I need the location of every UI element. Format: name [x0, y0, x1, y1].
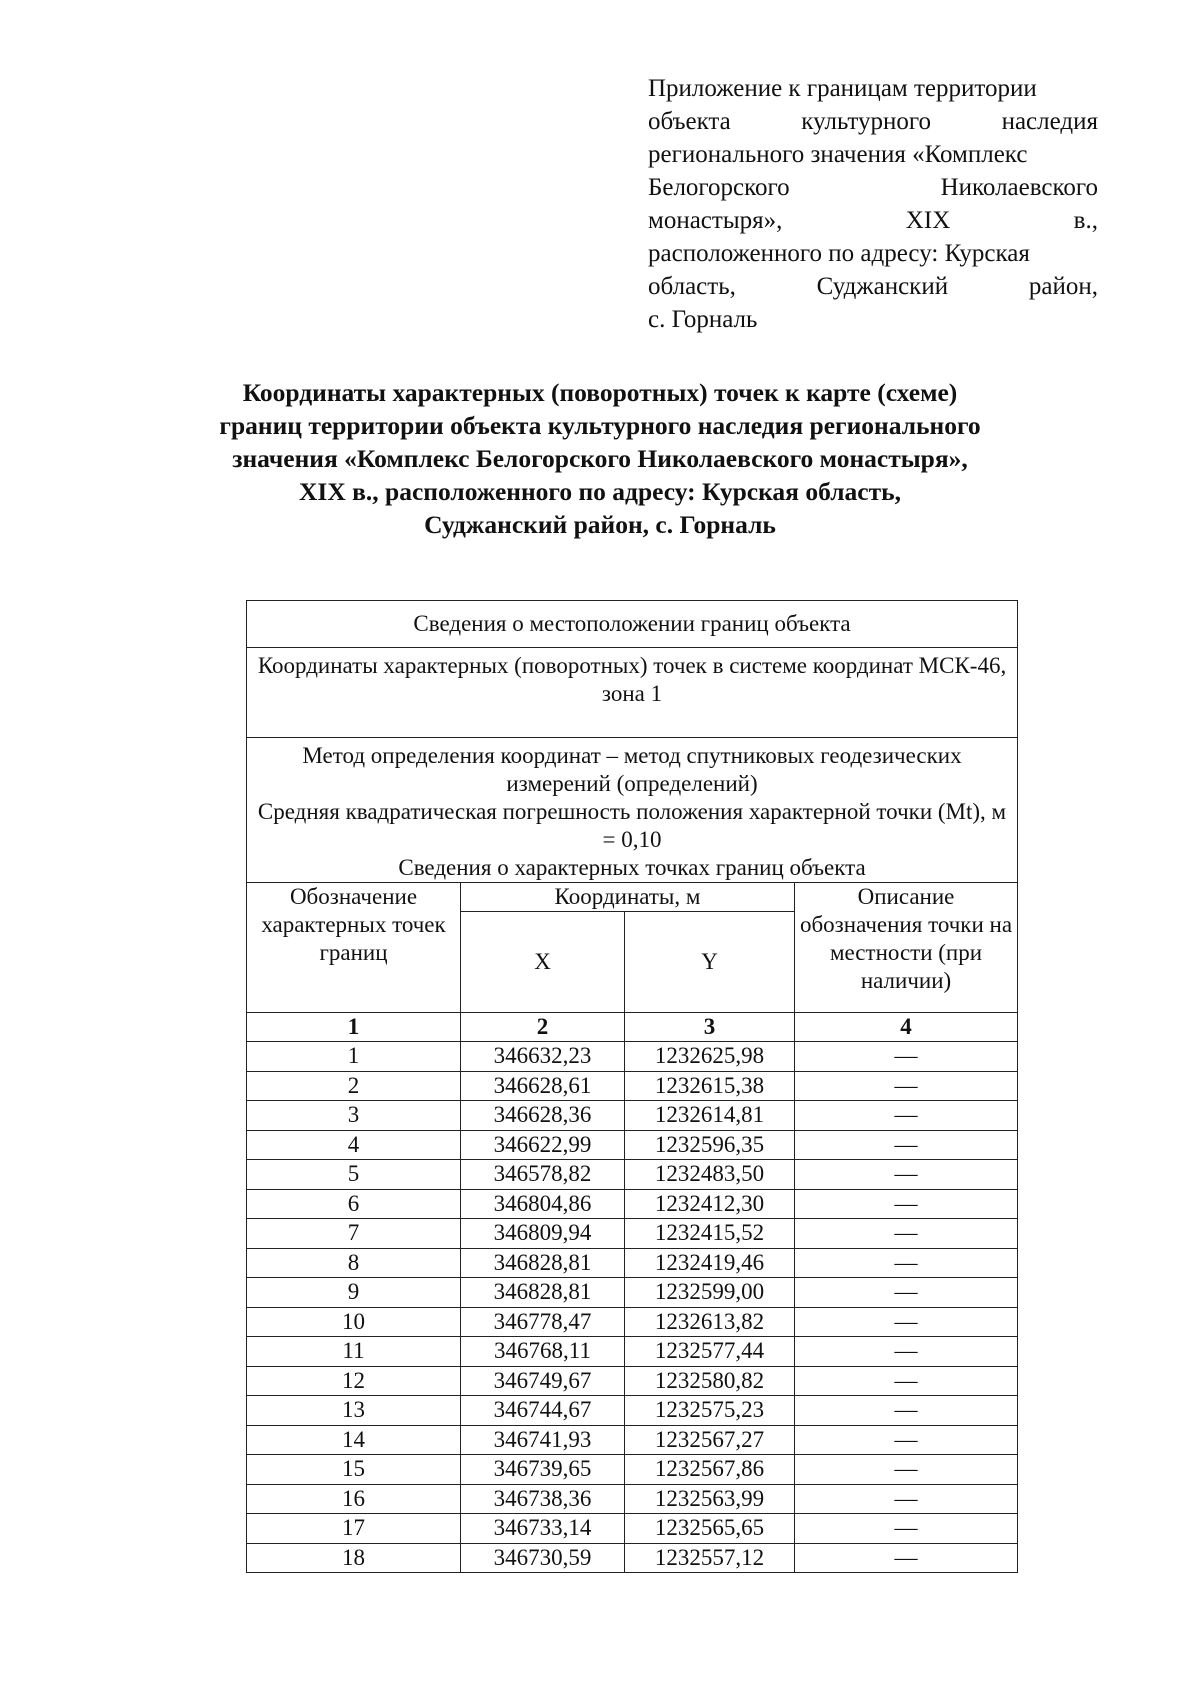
col-number: 3: [625, 1013, 795, 1042]
points-header-text: Сведения о характерных точках границ объекта: [398, 855, 866, 880]
point-number-cell: 5: [247, 1160, 461, 1190]
x-coordinate-cell: 346744,67: [461, 1396, 625, 1426]
table-row: [247, 1160, 1018, 1190]
title-line: границ территории объекта культурного наследия регионального: [219, 411, 981, 440]
table-row: [247, 1189, 1018, 1219]
title-line: значения «Комплекс Белогорского Николаевского монастыря»,: [232, 444, 968, 473]
coordinates-table: [246, 600, 1018, 1573]
title-line: XIX в., расположенного по адресу: Курская область,: [299, 477, 901, 506]
point-number-cell: 7: [247, 1219, 461, 1249]
description-cell: —: [795, 1160, 1018, 1190]
y-coordinate-cell: 1232412,30: [625, 1189, 795, 1219]
y-coordinate-cell: 1232615,38: [625, 1071, 795, 1101]
accuracy-text: Средняя квадратическая погрешность положения характерной точки (Mt), м = 0,10: [257, 799, 1007, 852]
point-number-cell: 10: [247, 1307, 461, 1337]
point-number-cell: 8: [247, 1248, 461, 1278]
x-coordinate-cell: 346739,65: [461, 1455, 625, 1485]
title-line: Суджанский район, с. Горналь: [424, 510, 776, 539]
x-coordinate-cell: 346632,23: [461, 1042, 625, 1072]
y-coordinate-cell: 1232567,86: [625, 1455, 795, 1485]
y-coordinate-cell: 1232563,99: [625, 1484, 795, 1514]
description-cell: —: [795, 1219, 1018, 1249]
col-header-coordinates: Координаты, м: [461, 883, 795, 912]
x-coordinate-cell: 346828,81: [461, 1248, 625, 1278]
x-coordinate-cell: 346628,36: [461, 1101, 625, 1131]
y-coordinate-cell: 1232614,81: [625, 1101, 795, 1131]
description-cell: —: [795, 1543, 1018, 1573]
appendix-line: с. Горналь: [648, 306, 758, 333]
x-coordinate-cell: 346578,82: [461, 1160, 625, 1190]
section-header-cell: Сведения о местоположении границ объекта: [247, 601, 1018, 648]
x-coordinate-cell: 346733,14: [461, 1514, 625, 1544]
table-row: [247, 1130, 1018, 1160]
appendix-note: [648, 72, 1098, 336]
table-row: [247, 1396, 1018, 1426]
document-title: [150, 376, 1050, 541]
point-number-cell: 18: [247, 1543, 461, 1573]
appendix-line: Белогорского Николаевского: [648, 174, 1098, 201]
y-coordinate-cell: 1232625,98: [625, 1042, 795, 1072]
y-coordinate-cell: 1232575,23: [625, 1396, 795, 1426]
description-cell: —: [795, 1278, 1018, 1308]
table-row: [247, 1455, 1018, 1485]
point-number-cell: 13: [247, 1396, 461, 1426]
table-row: [247, 1042, 1018, 1072]
coord-system-cell: Координаты характерных (поворотных) точек в системе координат МСК-46, зона 1: [247, 648, 1018, 738]
y-coordinate-cell: 1232580,82: [625, 1366, 795, 1396]
point-number-cell: 16: [247, 1484, 461, 1514]
y-coordinate-cell: 1232596,35: [625, 1130, 795, 1160]
description-cell: —: [795, 1514, 1018, 1544]
x-coordinate-cell: 346768,11: [461, 1337, 625, 1367]
y-coordinate-cell: 1232565,65: [625, 1514, 795, 1544]
x-coordinate-cell: 346778,47: [461, 1307, 625, 1337]
point-number-cell: 3: [247, 1101, 461, 1131]
description-cell: —: [795, 1396, 1018, 1426]
point-number-cell: 17: [247, 1514, 461, 1544]
x-coordinate-cell: 346749,67: [461, 1366, 625, 1396]
table-row: [247, 1543, 1018, 1573]
table-row: [247, 1514, 1018, 1544]
table-row: [247, 1248, 1018, 1278]
description-cell: —: [795, 1189, 1018, 1219]
appendix-line: расположенного по адресу: Курская: [648, 240, 1030, 267]
appendix-line: монастыря», XIX в.,: [648, 207, 1098, 234]
title-line: Координаты характерных (поворотных) точек к карте (схеме): [242, 378, 958, 407]
table-row: [247, 1278, 1018, 1308]
method-text: Метод определения координат – метод спутниковых геодезических измерений (определений): [302, 743, 962, 796]
x-coordinate-cell: 346741,93: [461, 1425, 625, 1455]
description-cell: —: [795, 1248, 1018, 1278]
col-header-y: Y: [625, 912, 795, 1013]
description-cell: —: [795, 1071, 1018, 1101]
description-cell: —: [795, 1425, 1018, 1455]
x-coordinate-cell: 346828,81: [461, 1278, 625, 1308]
y-coordinate-cell: 1232613,82: [625, 1307, 795, 1337]
x-coordinate-cell: 346804,86: [461, 1189, 625, 1219]
point-number-cell: 11: [247, 1337, 461, 1367]
appendix-line: объекта культурного наследия: [648, 108, 1098, 135]
description-cell: —: [795, 1101, 1018, 1131]
point-number-cell: 4: [247, 1130, 461, 1160]
x-coordinate-cell: 346738,36: [461, 1484, 625, 1514]
y-coordinate-cell: 1232567,27: [625, 1425, 795, 1455]
point-number-cell: 14: [247, 1425, 461, 1455]
description-cell: —: [795, 1307, 1018, 1337]
col-header-x: X: [461, 912, 625, 1013]
x-coordinate-cell: 346622,99: [461, 1130, 625, 1160]
y-coordinate-cell: 1232419,46: [625, 1248, 795, 1278]
col-number: 2: [461, 1013, 625, 1042]
col-number: 1: [247, 1013, 461, 1042]
y-coordinate-cell: 1232557,12: [625, 1543, 795, 1573]
description-cell: —: [795, 1455, 1018, 1485]
table-row: [247, 1425, 1018, 1455]
point-number-cell: 1: [247, 1042, 461, 1072]
table-row: [247, 1484, 1018, 1514]
table-row: [247, 1366, 1018, 1396]
table-row: [247, 1071, 1018, 1101]
col-header-designation: Обозначение характерных точек границ: [247, 883, 461, 1013]
y-coordinate-cell: 1232415,52: [625, 1219, 795, 1249]
y-coordinate-cell: 1232483,50: [625, 1160, 795, 1190]
table-row: [247, 1307, 1018, 1337]
point-number-cell: 9: [247, 1278, 461, 1308]
col-header-description: Описание обозначения точки на местности (при наличии): [795, 883, 1018, 1013]
description-cell: —: [795, 1130, 1018, 1160]
appendix-line: область, Суджанский район,: [648, 273, 1098, 300]
table-row: [247, 1101, 1018, 1131]
description-cell: —: [795, 1337, 1018, 1367]
point-number-cell: 2: [247, 1071, 461, 1101]
y-coordinate-cell: 1232577,44: [625, 1337, 795, 1367]
description-cell: —: [795, 1484, 1018, 1514]
appendix-line: регионального значения «Комплекс: [648, 141, 1028, 168]
description-cell: —: [795, 1366, 1018, 1396]
point-number-cell: 15: [247, 1455, 461, 1485]
table-row: [247, 1337, 1018, 1367]
table-row: [247, 1219, 1018, 1249]
description-cell: —: [795, 1042, 1018, 1072]
method-cell: [247, 738, 1018, 883]
x-coordinate-cell: 346809,94: [461, 1219, 625, 1249]
col-number: 4: [795, 1013, 1018, 1042]
x-coordinate-cell: 346628,61: [461, 1071, 625, 1101]
point-number-cell: 6: [247, 1189, 461, 1219]
point-number-cell: 12: [247, 1366, 461, 1396]
y-coordinate-cell: 1232599,00: [625, 1278, 795, 1308]
appendix-line: Приложение к границам территории: [648, 75, 1037, 102]
x-coordinate-cell: 346730,59: [461, 1543, 625, 1573]
